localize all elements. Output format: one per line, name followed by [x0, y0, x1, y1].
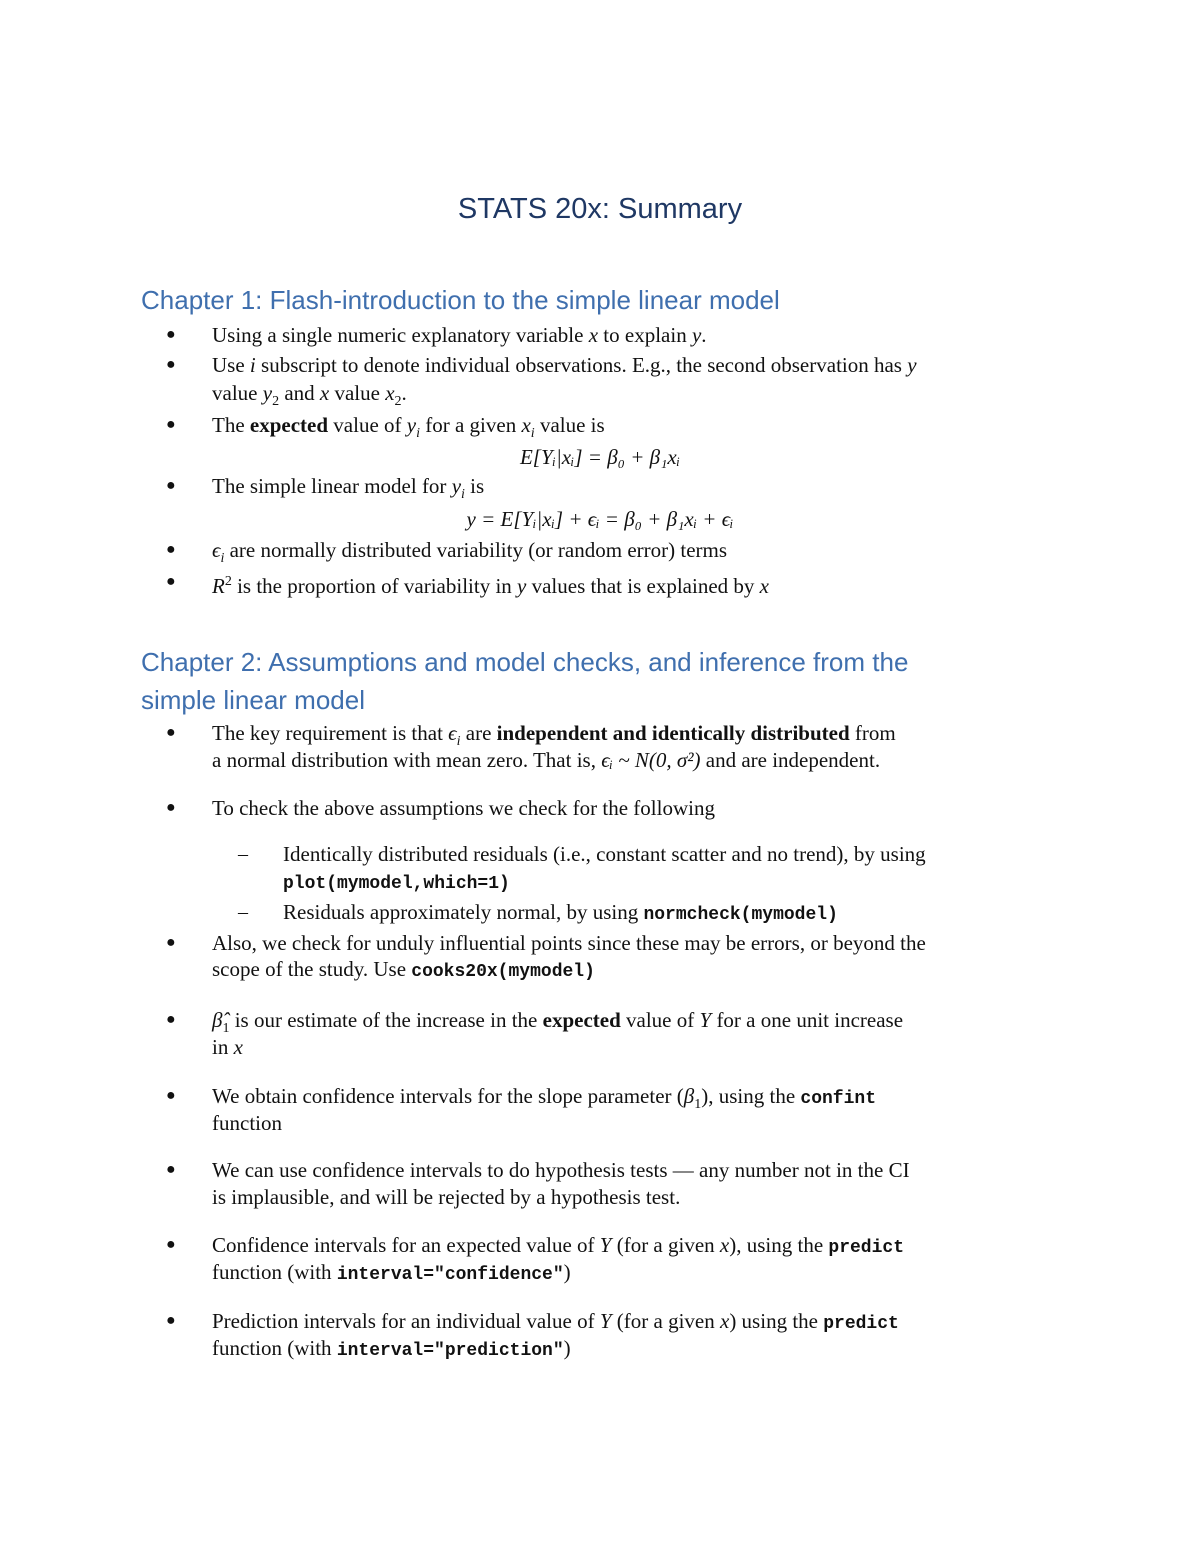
ch2-bullet-8: Prediction intervals for an individual value of Y (for a given x) using the predict	[212, 1309, 899, 1334]
bullet-icon: ●	[166, 416, 176, 433]
ch2-bullet-8-cont: function (with interval="prediction")	[212, 1336, 571, 1361]
ch2-bullet-2: To check the above assumptions we check for the following	[212, 796, 715, 820]
bullet-icon: ●	[166, 477, 176, 494]
ch2-bullet-5: We obtain confidence intervals for the slope parameter $(\beta_1)$, using the confint	[212, 1084, 877, 1113]
ch2-bullet-1: The key requirement is that $\epsilon_i$ are independent and identically distributed from	[212, 721, 896, 750]
chapter-1-heading: Chapter 1: Flash-introduction to the simple linear model	[141, 285, 780, 315]
bullet-icon: ●	[166, 1161, 176, 1178]
bullet-icon: ●	[166, 326, 176, 343]
bullet-icon: ●	[166, 1312, 176, 1329]
ch2-bullet-5-cont: function	[212, 1111, 282, 1135]
ch2-bullet-4-cont: in x	[212, 1035, 243, 1059]
chapter-2-heading: Chapter 2: Assumptions and model checks, and inference from the simple linear model	[141, 647, 909, 715]
bullet-icon: ●	[166, 573, 176, 590]
ch2-sub-bullet-1: Identically distributed residuals (i.e., constant scatter and no trend), by using	[283, 842, 926, 866]
ch1-bullet-4: The simple linear model for $y_i$ is	[212, 474, 485, 503]
ch1-bullet-2: Use i subscript to denote individual observations. E.g., the second observation has y	[212, 353, 917, 377]
ch2-bullet-6-cont: is implausible, and will be rejected by a hypothesis test.	[212, 1185, 681, 1209]
bullet-icon: ●	[166, 934, 176, 951]
equation-expected-value: E[Yᵢ|xᵢ] = β₀ + β₁xᵢ	[519, 445, 681, 469]
ch2-bullet-7: Confidence intervals for an expected value of Y (for a given x), using the predict	[212, 1233, 905, 1258]
ch1-bullet-3: The expected value of $y_i$ for a given $x_i$ value is	[212, 413, 605, 442]
bullet-icon: ●	[166, 1236, 176, 1253]
document-title: STATS 20x: Summary	[457, 193, 743, 225]
ch2-sub-bullet-2: Residuals approximately normal, by using normcheck(mymodel)	[283, 900, 838, 925]
ch2-bullet-1-cont: a normal distribution with mean zero. That is, ϵᵢ ~ N(0, σ²) and are independent.	[212, 748, 881, 772]
bullet-icon: ●	[166, 1087, 176, 1104]
bullet-icon: ●	[166, 1011, 176, 1028]
ch1-bullet-5: $\epsilon_i$ are normally distributed variability (or random error) terms	[212, 538, 728, 567]
ch2-bullet-3: Also, we check for unduly influential points since these may be errors, or beyond the	[212, 931, 926, 955]
dash-bullet: –	[238, 901, 248, 923]
ch1-bullet-1: Using a single numeric explanatory variable x to explain y.	[212, 323, 707, 347]
bullet-icon: ●	[166, 356, 176, 373]
ch2-bullet-7-cont: function (with interval="confidence")	[212, 1260, 571, 1285]
ch2-bullet-4: $\betâ_1$ is our estimate of the increase in the expected value of Y for a one unit increase	[212, 1008, 904, 1037]
bullet-icon: ●	[166, 541, 176, 558]
bullet-icon: ●	[166, 724, 176, 741]
equation-linear-model: y = E[Yᵢ|xᵢ] + ϵᵢ = β₀ + β₁xᵢ + ϵᵢ	[466, 507, 734, 531]
ch1-bullet-6: $R^2$ is the proportion of variability in y values that is explained by x	[212, 574, 769, 598]
ch2-bullet-3-cont: scope of the study. Use cooks20x(mymodel)	[212, 957, 595, 982]
ch2-bullet-6: We can use confidence intervals to do hypothesis tests — any number not in the CI	[212, 1158, 910, 1182]
bullet-icon: ●	[166, 799, 176, 816]
ch2-sub-bullet-1-code: plot(mymodel,which=1)	[283, 874, 510, 894]
dash-bullet: –	[238, 843, 248, 865]
ch1-bullet-2-cont: value $y_2$ and x value $x_2$.	[212, 381, 407, 410]
